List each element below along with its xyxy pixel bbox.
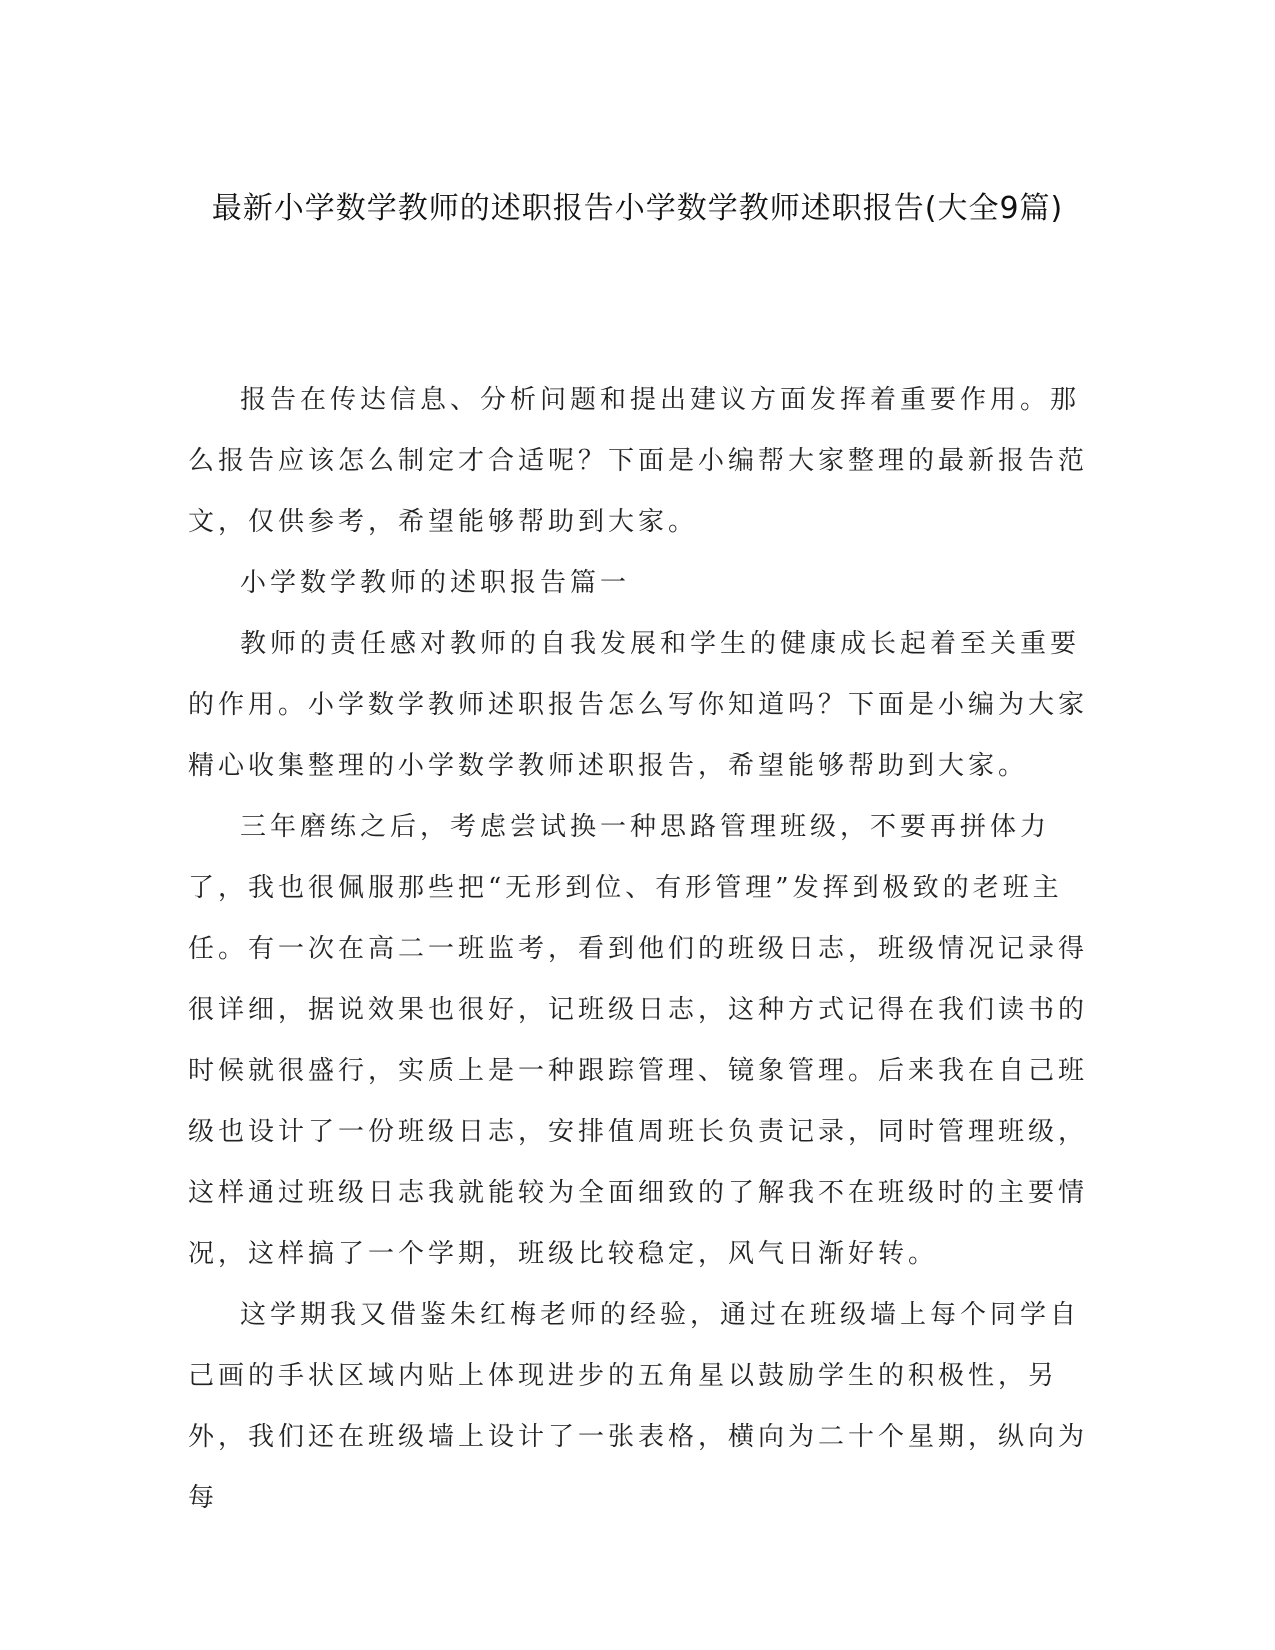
document-body <box>188 370 1088 1529</box>
document-title: 最新小学数学教师的述职报告小学数学教师述职报告(大全9篇) <box>211 191 1064 226</box>
paragraph-star-wall: 这学期我又借鉴朱红梅老师的经验，通过在班级墙上每个同学自己画的手状区域内贴上体现进步的五角星以鼓励学生的积极性，另外，我们还在班级墙上设计了一张表格，横向为二十个星期，纵向为每 <box>188 1300 1089 1513</box>
section-heading: 小学数学教师的述职报告篇一 <box>240 568 631 598</box>
paragraph-responsibility: 教师的责任感对教师的自我发展和学生的健康成长起着至关重要的作用。小学数学教师述职报告怎么写你知道吗？下面是小编为大家精心收集整理的小学数学教师述职报告，希望能够帮助到大家。 <box>188 629 1089 781</box>
paragraph-intro: 报告在传达信息、分析问题和提出建议方面发挥着重要作用。那么报告应该怎么制定才合适呢？下面是小编帮大家整理的最新报告范文，仅供参考，希望能够帮助到大家。 <box>188 385 1089 537</box>
paragraph-class-log: 三年磨练之后，考虑尝试换一种思路管理班级，不要再拼体力了，我也很佩服那些把“无形到位、有形管理”发挥到极致的老班主任。有一次在高二一班监考，看到他们的班级日志，班级情况记录得很详细，据说效果也很好，记班级日志，这种方式记得在我们读书的时候就很盛行，实质上是一种跟踪管理、镜象管理。后来我在自己班级也设计了一份班级日志，安排值周班长负责记录，同时管理班级，这样通过班级日志我就能较为全面细致的了解我不在班级时的主要情况，这样搞了一个学期，班级比较稳定，风气日渐好转。 <box>188 812 1089 1269</box>
